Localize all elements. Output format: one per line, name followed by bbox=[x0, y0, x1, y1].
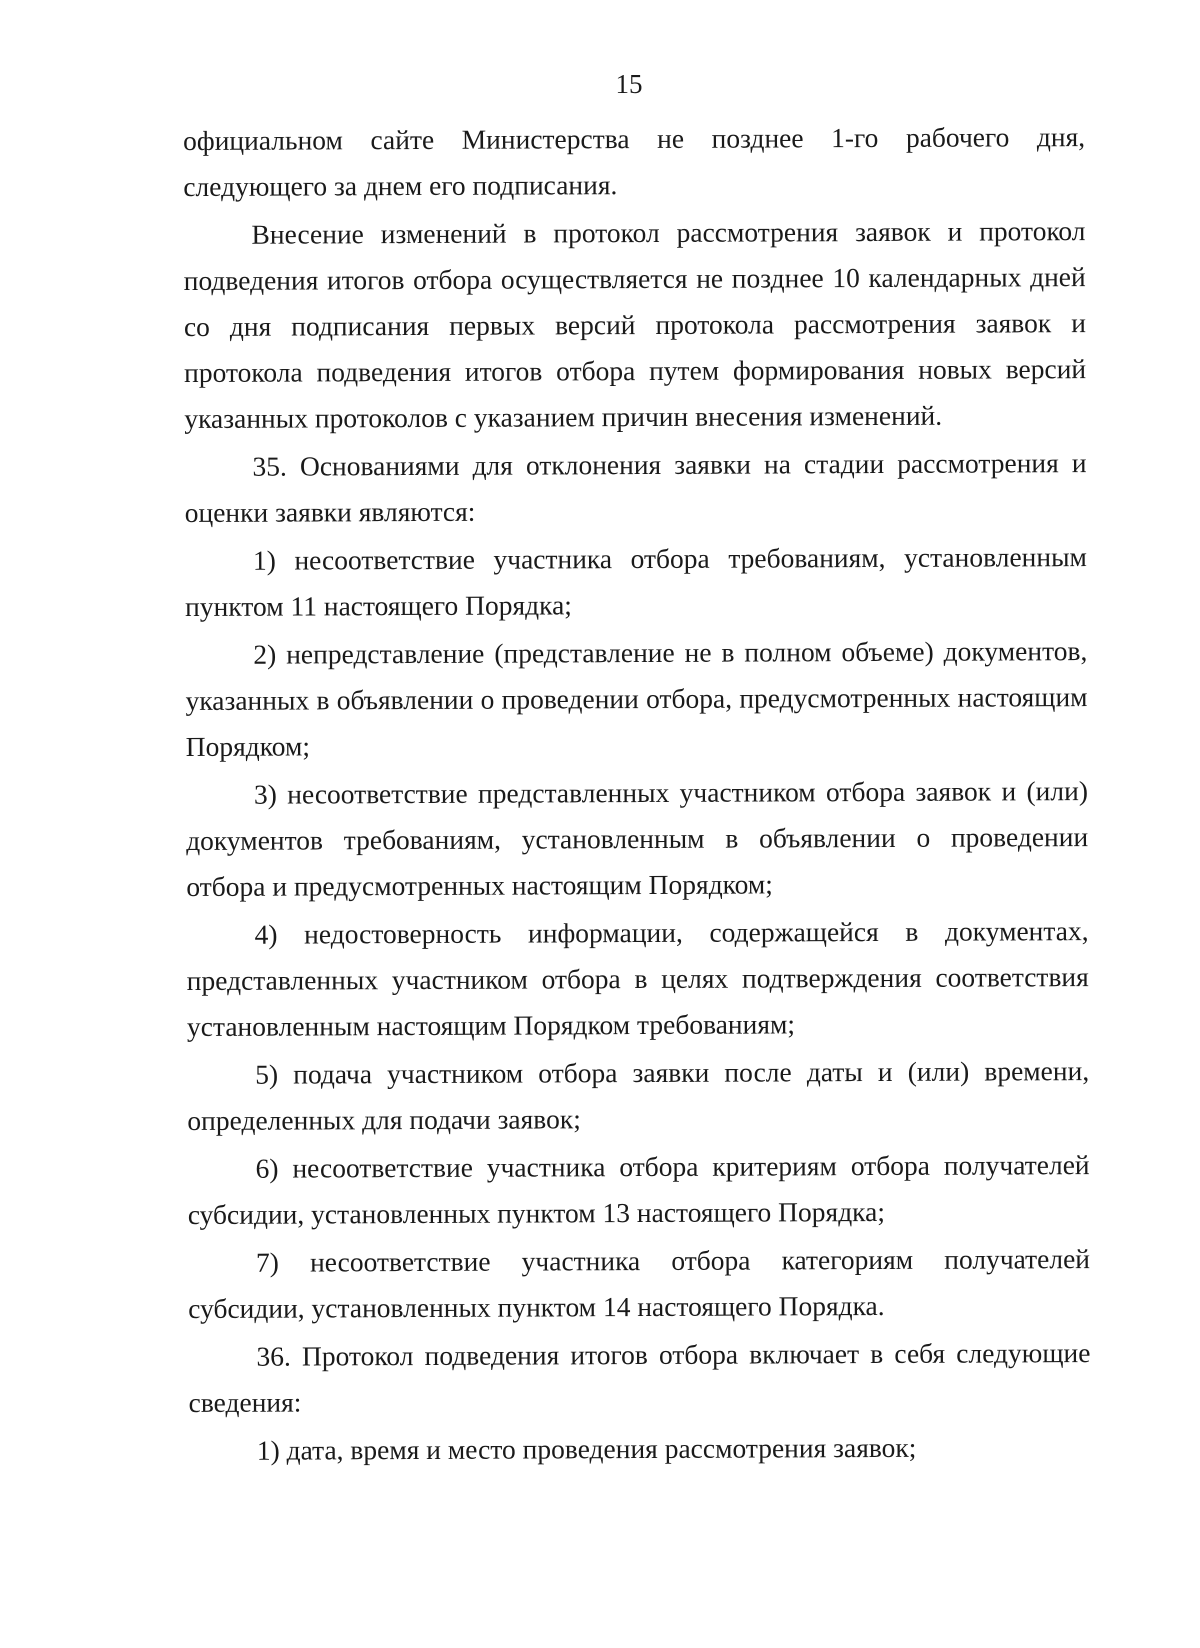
list-item-35-2: 2) непредставление (представление не в полном объеме) документов, указанных в объявлении о проведении отбора, предусмотренных настоящим Порядком; bbox=[185, 635, 1088, 762]
list-item-35-4: 4) недостоверность информации, содержащейся в документах, представленных участником отбора в целях подтверждения соответствия установленным настоящим Порядком требованиям; bbox=[186, 915, 1089, 1042]
list-item-35-1: 1) несоответствие участника отбора требованиям, установленным пунктом 11 настоящего Порядка; bbox=[185, 541, 1087, 622]
list-item-35-6: 6) несоответствие участника отбора критериям отбора получателей субсидии, установленных пунктом 13 настоящего Порядка; bbox=[187, 1149, 1090, 1230]
list-item-35-3: 3) несоответствие представленных участником отбора заявок и (или) документов требованиям, установленным в объявлении о проведении отбора и предусмотренных настоящим Порядком; bbox=[186, 775, 1089, 902]
list-item-35-7: 7) несоответствие участника отбора категориям получателей субсидии, установленных пунктом 14 настоящего Порядка. bbox=[188, 1243, 1091, 1324]
list-item-35-5: 5) подача участником отбора заявки после даты и (или) времени, определенных для подачи заявок; bbox=[187, 1055, 1090, 1136]
paragraph-item-36: 36. Протокол подведения итогов отбора включает в себя следующие сведения: bbox=[188, 1337, 1091, 1418]
page-number: 15 bbox=[615, 69, 643, 99]
document-body bbox=[183, 114, 1091, 1476]
paragraph-item-35: 35. Основаниями для отклонения заявки на стадии рассмотрения и оценки заявки являются: bbox=[184, 447, 1087, 528]
list-item-36-1: 1) дата, время и место проведения рассмотрения заявок; bbox=[256, 1431, 917, 1466]
paragraph-protocol-changes: Внесение изменений в протокол рассмотрения заявок и протокол подведения итогов отбора осуществляется не позднее 10 календарных дней со дня подписания первых версий протокола рассмотрения заявок и протокола подведения итогов отбора путем формирования новых версий указанных протоколов с указанием причин внесения изменений. bbox=[183, 215, 1087, 434]
paragraph-continuation: официальном сайте Министерства не позднее 1-го рабочего дня, следующего за днем его подписания. bbox=[183, 121, 1086, 202]
